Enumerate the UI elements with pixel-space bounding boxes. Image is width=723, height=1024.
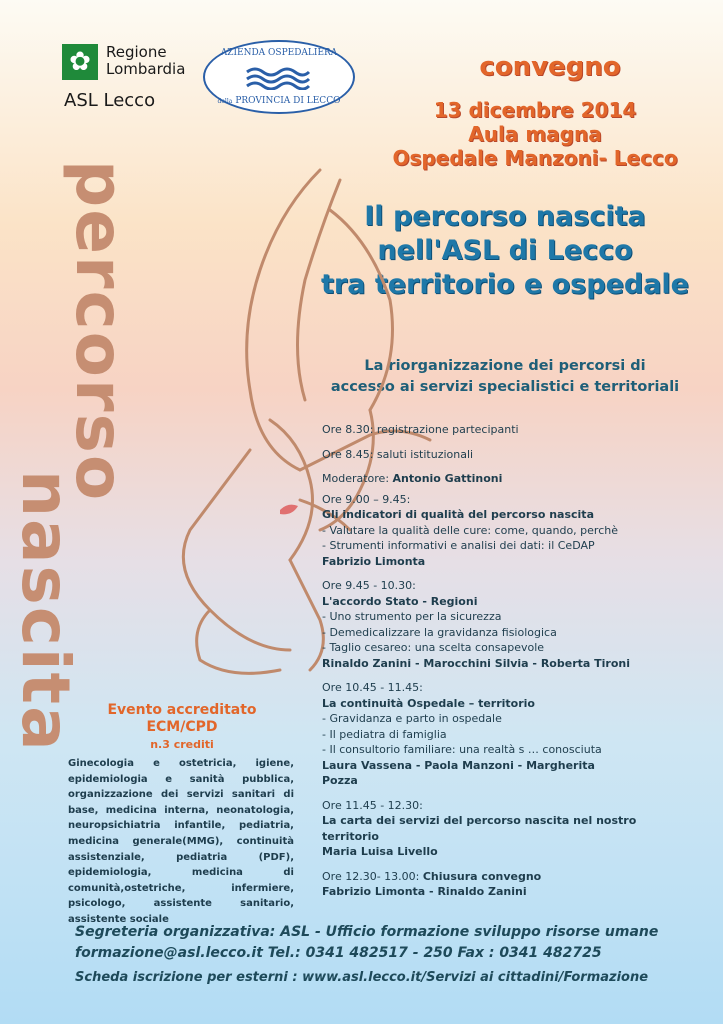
waves-icon — [245, 64, 311, 90]
organizing-secretariat — [75, 922, 715, 964]
moderator-label: Moderatore: — [322, 472, 393, 485]
session-speakers: Fabrizio Limonta — [322, 554, 426, 568]
session-time: Ore 9.45 - 10.30: — [322, 579, 416, 592]
session-speakers: Maria Luisa Livello — [322, 845, 438, 858]
title-line-2: nell'ASL di Lecco — [377, 235, 633, 266]
session-title: La continuità Ospedale – territorio — [322, 696, 535, 710]
closing-line — [322, 869, 692, 885]
program-schedule — [322, 422, 692, 900]
azienda-ospedaliera-logo — [203, 40, 355, 114]
title-line-1: Il percorso nascita — [364, 201, 646, 232]
session-topic: - Uno strumento per la sicurezza — [322, 610, 502, 623]
vertical-word-nascita: nascita — [7, 470, 84, 753]
moderator-line — [322, 471, 692, 487]
session-speakers: Fabrizio Limonta - Rinaldo Zanini — [322, 885, 527, 898]
azienda-top-text: AZIENDA OSPEDALIERA — [220, 48, 338, 58]
accreditation-line-2: ECM/CPD — [146, 719, 218, 735]
azienda-small-text: della — [217, 98, 233, 105]
rosa-camuna-icon: ✿ — [69, 47, 91, 77]
asl-lecco-label: ASL Lecco — [64, 90, 156, 111]
vertical-word-percorso: percorso — [61, 160, 138, 503]
session-topic: - Strumenti informativi e analisi dei dati: il CeDAP — [322, 539, 595, 552]
session-title: L'accordo Stato - Regioni — [322, 594, 478, 608]
disciplines-list: Ginecologia e ostetricia, igiene, epidemiologia e sanità pubblica, organizzazione dei servizi sanitari di base, medicina interna, neonatologia, neuropsichiatria infantile, pediatria, medicina generale(MMG), continuità assistenziale, pediatria (PDF), epidemiologia, medicina di comunità,ostetriche, infermiere, psicologo, assistente sanitario, assistente sociale — [68, 758, 294, 925]
session-speakers: Pozza — [322, 774, 358, 787]
azienda-province-text: PROVINCIA DI LECCO — [235, 96, 341, 106]
accreditation-heading — [62, 702, 302, 736]
session-title: territorio — [322, 829, 379, 843]
secretariat-line: Segreteria organizzativa: ASL - Ufficio formazione sviluppo risorse umane — [75, 924, 659, 940]
session-time: Ore 10.45 - 11.45: — [322, 681, 423, 694]
event-place-2: Ospedale Manzoni- Lecco — [392, 146, 678, 170]
program-item: Ore 8.30: registrazione partecipanti — [322, 423, 519, 436]
closing-title: Chiusura convegno — [422, 869, 542, 883]
session-speakers: Laura Vassena - Paola Manzoni - Margherita — [322, 758, 595, 772]
regione-line1: Regione — [106, 43, 167, 61]
session-time: Ore 9.00 – 9.45: — [322, 492, 411, 506]
event-date: 13 dicembre 2014 — [433, 98, 637, 122]
session-time: Ore 11.45 - 12.30: — [322, 798, 423, 812]
session-topic: - Il pediatra di famiglia — [322, 727, 447, 741]
session-topic: - Il consultorio familiare: una realtà s … conosciuta — [322, 743, 602, 756]
registration-link[interactable]: Scheda iscrizione per esterni : www.asl.lecco.it/Servizi ai cittadini/Formazione — [75, 970, 649, 985]
session-title: Gli indicatori di qualità del percorso nascita — [322, 508, 594, 521]
session-speakers: Rinaldo Zanini - Marocchini Silvia - Roberta Tironi — [322, 656, 630, 670]
regione-line2: Lombardia — [106, 60, 186, 78]
session-topic: - Taglio cesareo: una scelta consapevole — [322, 641, 545, 654]
session-title: La carta dei servizi del percorso nascita nel nostro — [322, 814, 637, 827]
subtitle-line-2: accesso ai servizi specialistici e territoriali — [330, 379, 680, 395]
session-topic: - Demedicalizzare la gravidanza fisiologica — [322, 625, 557, 639]
subtitle-line-1: La riorganizzazione dei percorsi di — [364, 358, 646, 374]
convegno-heading: convegno — [479, 52, 621, 82]
program-item: Ore 8.45: saluti istituzionali — [322, 447, 474, 461]
credits-count: n.3 crediti — [150, 738, 214, 751]
regione-lombardia-logo — [62, 44, 98, 80]
regione-lombardia-text — [106, 44, 185, 78]
session-topic: - Gravidanza e parto in ospedale — [322, 712, 502, 725]
accreditation-line-1: Evento accreditato — [107, 702, 257, 718]
title-line-3: tra territorio e ospedale — [320, 269, 689, 300]
event-place-1: Aula magna — [468, 122, 602, 146]
moderator-name: Antonio Gattinoni — [392, 472, 503, 485]
session-time: Ore 12.30- 13.00: — [322, 869, 423, 883]
session-topic: - Valutare la qualità delle cure: come, quando, perchè — [322, 523, 618, 537]
azienda-bottom-text — [205, 96, 353, 106]
contacts-line: formazione@asl.lecco.it Tel.: 0341 482517 - 250 Fax : 0341 482725 — [75, 945, 602, 961]
